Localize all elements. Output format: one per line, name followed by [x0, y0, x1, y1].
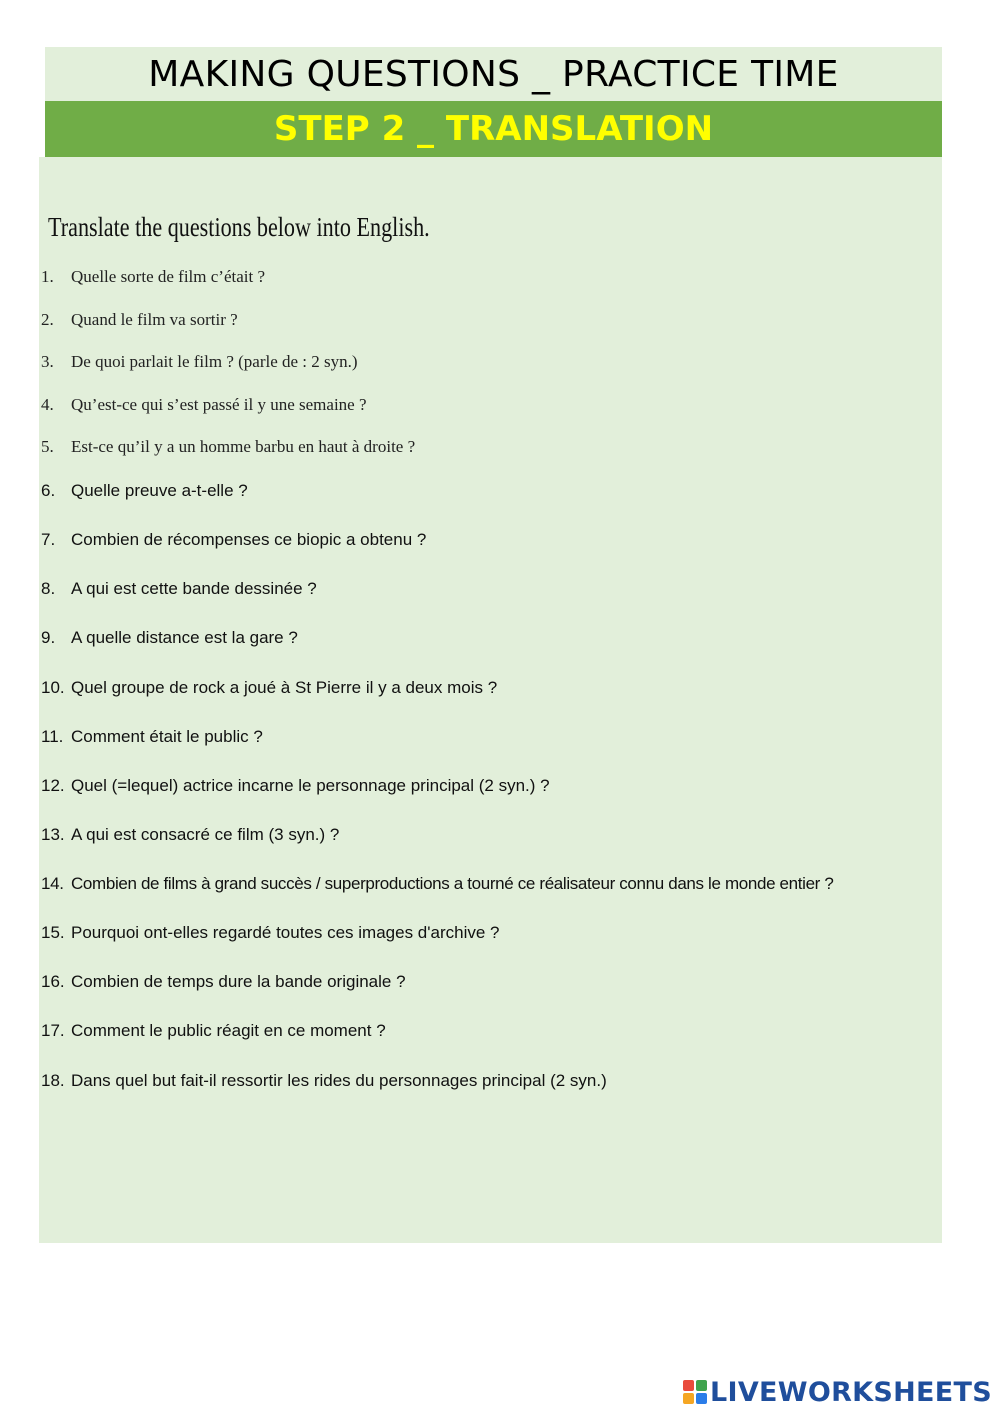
question-text: Qu’est-ce qui s’est passé il y une semaine ? [71, 395, 367, 414]
question-text: Quel (=lequel) actrice incarne le personnage principal (2 syn.) ? [71, 776, 550, 795]
question-text: Quelle sorte de film c’était ? [71, 267, 265, 286]
logo-square-red [683, 1380, 694, 1391]
question-text: A qui est consacré ce film (3 syn.) ? [71, 825, 340, 844]
question-text: Quand le film va sortir ? [71, 310, 238, 329]
question-text: Combien de films à grand succès / superproductions a tourné ce réalisateur connu dans le monde entier ? [71, 874, 834, 893]
question-number: 4. [41, 395, 54, 414]
question-text: A qui est cette bande dessinée ? [71, 579, 317, 598]
question-number: 16. [41, 972, 65, 991]
question-number: 7. [41, 530, 56, 549]
question-item [41, 626, 298, 650]
question-number: 17. [41, 1021, 65, 1040]
question-item [41, 970, 406, 994]
question-number: 1. [41, 267, 54, 286]
question-item [41, 823, 339, 847]
question-item [41, 872, 833, 896]
question-number: 15. [41, 923, 65, 942]
question-item [41, 921, 500, 945]
step-banner-label: STEP 2 _ TRANSLATION [273, 109, 714, 149]
question-number: 9. [41, 628, 56, 647]
question-item [41, 528, 426, 552]
question-text: Comment était le public ? [71, 727, 263, 746]
logo-square-orange [683, 1393, 694, 1404]
question-item [41, 265, 265, 289]
question-item [41, 1069, 607, 1093]
question-item [41, 393, 367, 417]
question-text: A quelle distance est la gare ? [71, 628, 298, 647]
question-text: De quoi parlait le film ? (parle de : 2 syn.) [71, 352, 358, 371]
page-title: MAKING QUESTIONS _ PRACTICE TIME [148, 54, 839, 95]
question-item [41, 350, 358, 374]
logo-square-green [696, 1380, 707, 1391]
question-number: 11. [41, 727, 64, 746]
question-item [41, 308, 238, 332]
question-text: Quelle preuve a-t-elle ? [71, 481, 248, 500]
question-number: 12. [41, 776, 65, 795]
question-text: Quel groupe de rock a joué à St Pierre il y a deux mois ? [71, 678, 498, 697]
question-item [41, 577, 317, 601]
step-banner [45, 101, 942, 157]
question-number: 18. [41, 1071, 65, 1090]
question-item [41, 725, 263, 749]
question-text: Dans quel but fait-il ressortir les rides du personnages principal (2 syn.) [71, 1071, 607, 1090]
logo-text: LIVEWORKSHEETS [709, 1376, 992, 1408]
question-text: Est-ce qu’il y a un homme barbu en haut à droite ? [71, 437, 416, 456]
question-item [41, 479, 248, 503]
liveworksheets-logo[interactable] [683, 1377, 992, 1407]
question-number: 3. [41, 352, 54, 371]
question-item [41, 676, 497, 700]
question-number: 8. [41, 579, 56, 598]
question-number: 10. [41, 678, 65, 697]
question-number: 13. [41, 825, 65, 844]
question-number: 6. [41, 481, 56, 500]
question-item [41, 435, 415, 459]
question-number: 2. [41, 310, 54, 329]
question-text: Combien de temps dure la bande originale ? [71, 972, 406, 991]
liveworksheets-logo-icon [683, 1380, 707, 1404]
question-number: 14. [41, 874, 64, 893]
question-text: Comment le public réagit en ce moment ? [71, 1021, 386, 1040]
question-text: Combien de récompenses ce biopic a obtenu ? [71, 530, 427, 549]
instruction-text: Translate the questions below into English. [48, 212, 430, 242]
question-number: 5. [41, 437, 54, 456]
question-item [41, 1019, 386, 1043]
question-text: Pourquoi ont-elles regardé toutes ces images d'archive ? [71, 923, 500, 942]
logo-square-blue [696, 1393, 707, 1404]
question-item [41, 774, 550, 798]
